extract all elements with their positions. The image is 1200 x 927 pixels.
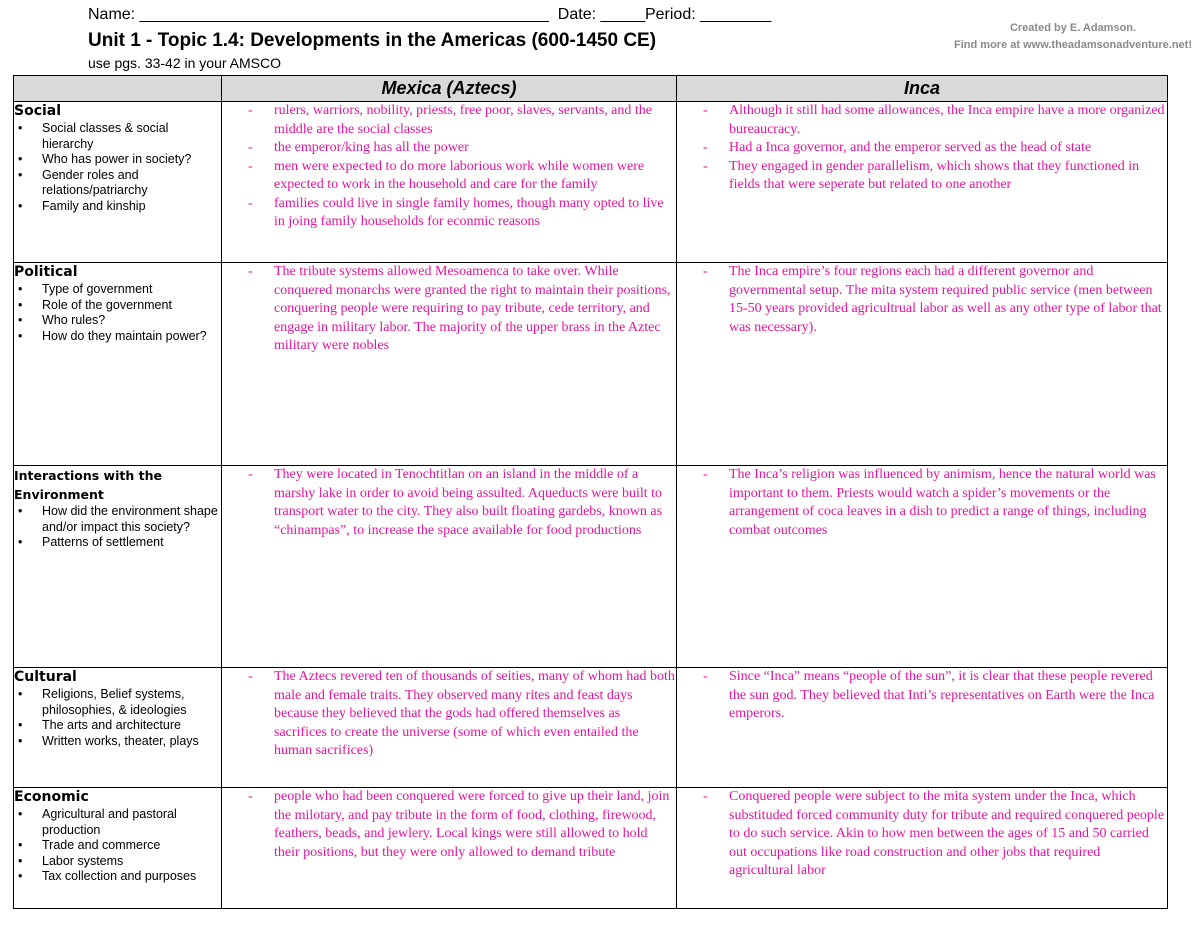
category-cell-social	[14, 102, 222, 263]
instruction-text: use pgs. 33-42 in your AMSCO	[88, 55, 281, 71]
row-social	[14, 102, 1168, 263]
corner-cell	[14, 76, 222, 102]
category-subitem: • Type of government	[14, 282, 221, 298]
aztec-political-notes	[222, 263, 677, 466]
aztec-social-notes	[222, 102, 677, 263]
note-item: - Had a Inca governor, and the emperor served as the head of state	[677, 139, 1167, 158]
row-political	[14, 263, 1168, 466]
note-item: - Although it still had some allowances, the Inca empire have a more organized bureaucracy.	[677, 102, 1167, 139]
note-item: - families could live in single family homes, though many opted to live in joing family households for econmic reasons	[222, 195, 676, 232]
credit-block	[954, 20, 1192, 54]
category-cell-cultural	[14, 668, 222, 788]
credit-website: Find more at www.theadamsonadventure.net!	[954, 39, 1192, 51]
note-item: - Conquered people were subject to the mita system under the Inca, which substituded forced community duty for tribute and required conquered people to do such service. Akin to how men between the ages of 15 and 50 carried out occupations like road construction and other jobs that required agricultural labor	[677, 788, 1167, 881]
header-row	[14, 76, 1168, 102]
category-subitem: • Agricultural and pastoral production	[14, 807, 221, 838]
inca-economic-notes	[677, 788, 1168, 909]
aztec-economic-notes	[222, 788, 677, 909]
category-subitem: • Gender roles and relations/patriarchy	[14, 168, 221, 199]
note-item: - people who had been conquered were forced to give up their land, join the milotary, and pay tribute in the form of food, clothing, firewood, feathers, beads, and jewlery. Local kings were still allowed to hold their positions, but they were only allowed to demand tribute	[222, 788, 676, 862]
category-cell-environment	[14, 466, 222, 668]
category-subitem: • Who has power in society?	[14, 152, 221, 168]
category-subitem: • Trade and commerce	[14, 838, 221, 854]
category-title: Cultural	[14, 669, 77, 685]
note-item: - They were located in Tenochtitlan on an island in the middle of a marshy lake in order to avoid being assulted. Aqueducts were built to transport water to the city. They also built floating gardebs, known as “chinampas”, to increase the space available for food productions	[222, 466, 676, 540]
note-item: - The Inca’s religion was influenced by animism, hence the natural world was important to them. Priests would watch a spider’s movements or the arrangement of coca leaves in a dish to predict a range of things, including combat outcomes	[677, 466, 1167, 540]
note-item: - the emperor/king has all the power	[222, 139, 676, 158]
note-item: - The Inca empire’s four regions each had a different governor and governmental setup. The mita system required public service (men between 15-50 years provided agricultrual labor as well as any other type of labor that was necessary).	[677, 263, 1167, 337]
inca-social-notes	[677, 102, 1168, 263]
category-subitem: • How did the environment shape and/or impact this society?	[14, 504, 221, 535]
name-date-period-line: Name: ______________________________________________ Date: _____Period: ________	[88, 6, 772, 23]
category-subitem: • Written works, theater, plays	[14, 734, 221, 750]
note-item: - They engaged in gender parallelism, which shows that they functioned in fields that were seperate but related to one another	[677, 158, 1167, 195]
row-cultural	[14, 668, 1168, 788]
category-title: Political	[14, 264, 78, 280]
note-item: - rulers, warriors, nobility, priests, free poor, slaves, servants, and the middle are the social classes	[222, 102, 676, 139]
category-title: Economic	[14, 789, 89, 805]
row-economic	[14, 788, 1168, 909]
inca-cultural-notes	[677, 668, 1168, 788]
credit-author: Created by E. Adamson.	[1009, 22, 1137, 34]
column-header-inca: Inca	[677, 76, 1168, 102]
category-subitem: • The arts and architecture	[14, 718, 221, 734]
note-item: - The tribute systems allowed Mesoamenca to take over. While conquered monarchs were granted the right to maintain their positions, conquering people were requiring to pay tribute, cede territory, and engage in military labor. The majority of the upper brass in the Aztec military were nobles	[222, 263, 676, 356]
column-header-aztecs: Mexica (Aztecs)	[222, 76, 677, 102]
category-subitem: • Labor systems	[14, 854, 221, 870]
worksheet-title: Unit 1 - Topic 1.4: Developments in the Americas (600-1450 CE)	[88, 30, 657, 51]
category-subitem: • How do they maintain power?	[14, 329, 221, 345]
category-title: Interactions with the Environment	[14, 468, 162, 502]
category-subitem: • Who rules?	[14, 313, 221, 329]
note-item: - Since “Inca” means “people of the sun”, it is clear that these people revered the sun god. They believed that Inti’s representatives on Earth were the Inca emperors.	[677, 668, 1167, 724]
category-subitem: • Social classes & social hierarchy	[14, 121, 221, 152]
category-cell-political	[14, 263, 222, 466]
note-item: - The Aztecs revered ten of thousands of seities, many of whom had both male and female traits. They observed many rites and feast days because they believed that the gods had offered themselves as sacrifices to create the universe (some of which even entailed the human sacrifices)	[222, 668, 676, 761]
aztec-cultural-notes	[222, 668, 677, 788]
note-item: - men were expected to do more laborious work while women were expected to work in the household and care for the family	[222, 158, 676, 195]
category-subitem: • Patterns of settlement	[14, 535, 221, 551]
inca-political-notes	[677, 263, 1168, 466]
category-subitem: • Religions, Belief systems, philosophies, & ideologies	[14, 687, 221, 718]
category-cell-economic	[14, 788, 222, 909]
inca-environment-notes	[677, 466, 1168, 668]
row-environment	[14, 466, 1168, 668]
comparison-table	[13, 75, 1168, 909]
category-subitem: • Tax collection and purposes	[14, 869, 221, 885]
aztec-environment-notes	[222, 466, 677, 668]
category-title: Social	[14, 103, 62, 119]
category-subitem: • Role of the government	[14, 298, 221, 314]
category-subitem: • Family and kinship	[14, 199, 221, 215]
